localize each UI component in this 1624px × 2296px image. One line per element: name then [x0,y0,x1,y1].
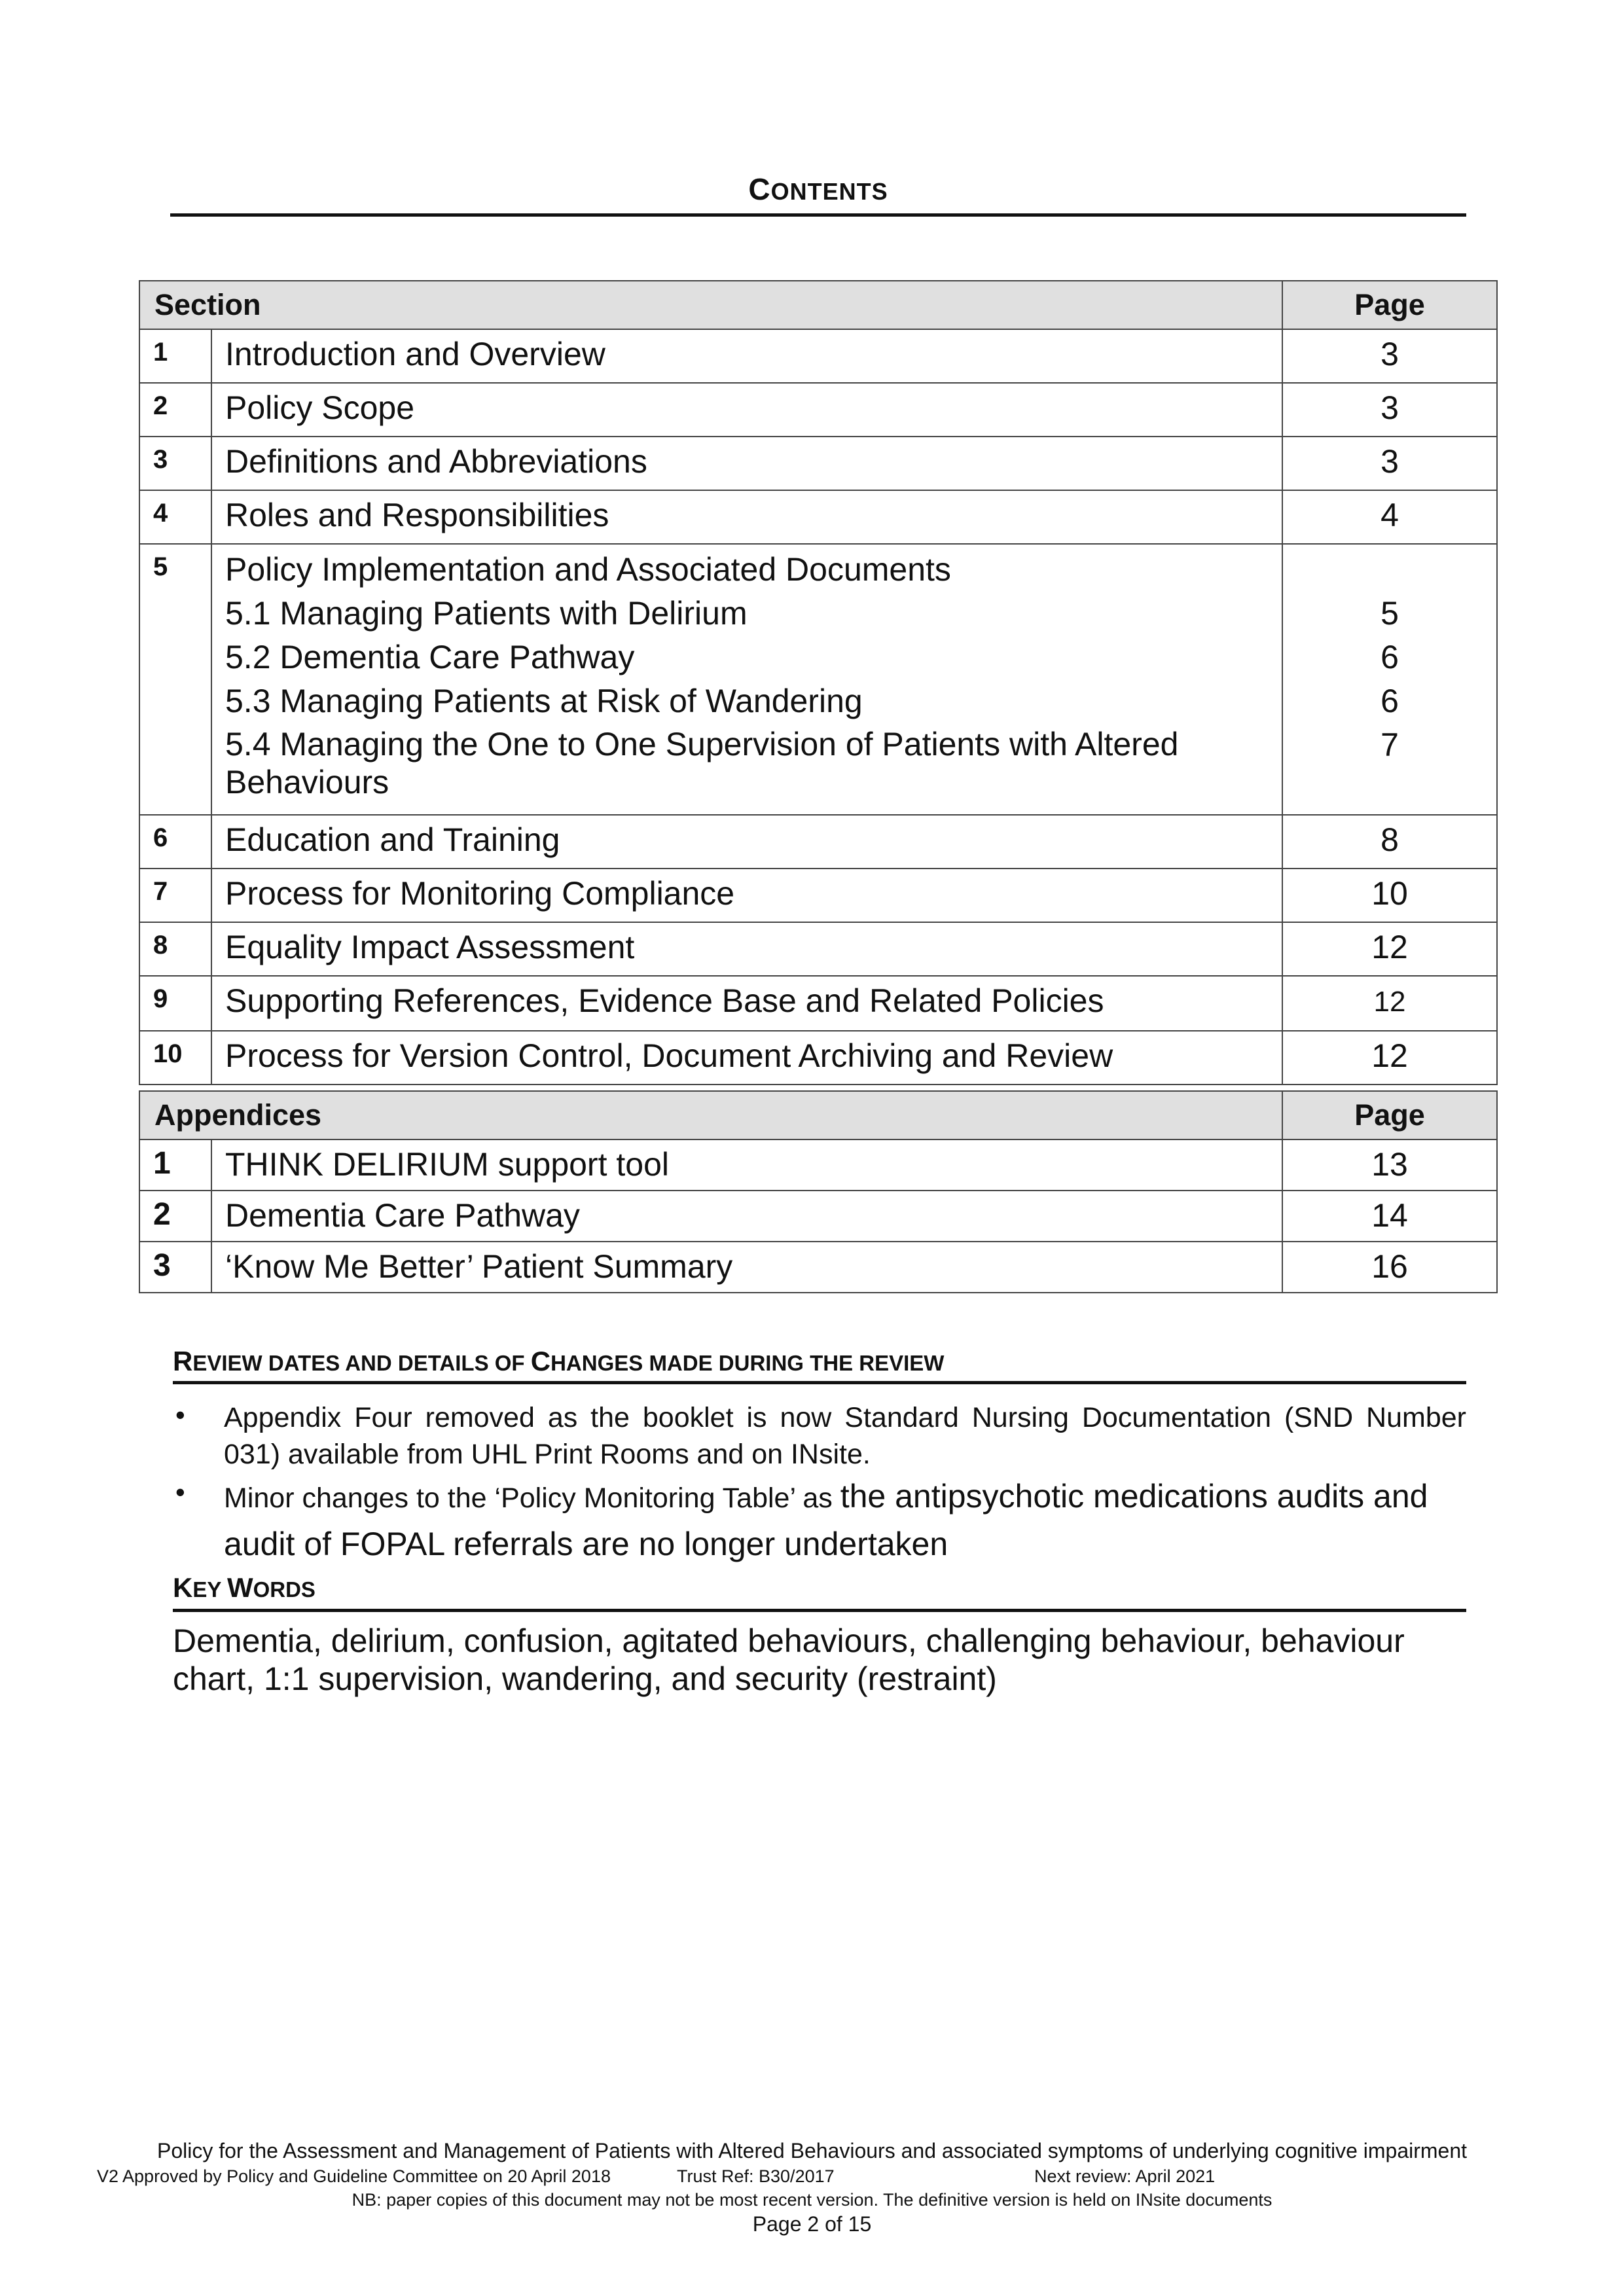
appendix-row [139,1242,1497,1293]
review-heading-part: C [530,1346,551,1376]
contents-row [139,490,1497,544]
appendix-page: 13 [1282,1139,1497,1191]
section-title-link[interactable]: Process for Monitoring Compliance [211,869,1282,922]
keywords-heading-part: ORDS [253,1577,316,1602]
section-page: 12 [1282,922,1497,976]
footer-approval-line [65,2166,1559,2189]
section-title-link[interactable]: Process for Version Control, Document Archiving and Review [211,1031,1282,1085]
subsection-title-link[interactable]: 5.2 Dementia Care Pathway [225,639,635,675]
appendix-row [139,1139,1497,1191]
section-title-link[interactable]: Definitions and Abbreviations [211,437,1282,490]
section-title-link[interactable]: Education and Training [211,815,1282,869]
appendix-title-link[interactable]: THINK DELIRIUM support tool [211,1139,1282,1191]
subsection-page: 7 [1380,726,1399,763]
footer-next-review: Next review: April 2021 [1034,2166,1216,2186]
section-number: 9 [139,976,211,1031]
appendix-title-link[interactable]: ‘Know Me Better’ Patient Summary [211,1242,1282,1293]
footer-trust-ref: Trust Ref: B30/2017 [677,2166,835,2186]
subsection-title-link[interactable]: 5.4 Managing the One to One Supervision of Patients with Altered Behaviours [225,726,1179,800]
section-title-link[interactable]: Policy Scope [211,383,1282,437]
section-page-empty [1283,550,1496,594]
section-page: 8 [1282,815,1497,869]
keywords-heading [173,1572,316,1604]
section-page: 3 [1282,329,1497,383]
subsection-page: 6 [1380,639,1399,675]
review-heading-part: R [173,1346,193,1376]
change-item [173,1477,1466,1572]
change-item-text [224,1477,1466,1572]
change-item [173,1399,1466,1473]
section-page: 4 [1282,490,1497,544]
section-number: 7 [139,869,211,922]
section-number: 5 [139,544,211,815]
change-item-text: Appendix Four removed as the booklet is now Standard Nursing Documentation (SND Number 031) available from UHL Print Rooms and on INsite. [224,1402,1466,1470]
contents-row [139,976,1497,1031]
appendix-page: 14 [1282,1191,1497,1242]
contents-row [139,869,1497,922]
keywords-heading-part: EY [192,1577,227,1602]
contents-row [139,922,1497,976]
subsection-title-link[interactable]: 5.3 Managing Patients at Risk of Wandering [225,683,863,719]
bullet-icon: • [175,1477,185,1507]
section-number: 2 [139,383,211,437]
section-page: 12 [1282,976,1497,1031]
section-title-link[interactable]: Equality Impact Assessment [211,922,1282,976]
subsection-page: 6 [1380,683,1399,719]
appendix-page: 16 [1282,1242,1497,1293]
appendix-number: 2 [139,1191,211,1242]
contents-header-row [139,281,1497,329]
section-number: 3 [139,437,211,490]
footer-approved: V2 Approved by Policy and Guideline Committee on 20 April 2018 [97,2166,611,2186]
contents-row [139,329,1497,383]
page-title-initial: C [748,172,771,206]
contents-header-section: Section [139,281,1282,329]
appendix-number: 3 [139,1242,211,1293]
change-item-text-part: the antipsychotic medications audits and audit of FOPAL referrals are no longer undertaken [224,1478,1428,1562]
section-number: 8 [139,922,211,976]
appendices-header-page: Page [1282,1091,1497,1139]
keywords-heading-part: K [173,1572,193,1603]
footer-policy-title: Policy for the Assessment and Management of Patients with Altered Behaviours and associated symptoms of underlying cognitive impairment [156,2139,1468,2162]
review-heading [173,1346,944,1377]
section-number: 4 [139,490,211,544]
keywords-heading-rule [173,1609,1466,1612]
review-heading-part: HANGES MADE DURING THE REVIEW [550,1351,945,1375]
section-title-link[interactable]: Supporting References, Evidence Base and Related Policies [211,976,1282,1031]
section-number: 10 [139,1031,211,1085]
section-page: 10 [1282,869,1497,922]
keywords-heading-part: W [226,1572,253,1603]
contents-row [139,815,1497,869]
contents-header-page: Page [1282,281,1497,329]
section-number: 1 [139,329,211,383]
keywords-text: Dementia, delirium, confusion, agitated behaviours, challenging behaviour, behaviour chart, 1:1 supervision, wandering, and security (restraint) [173,1623,1405,1697]
page-title-rest: ONTENTS [770,178,888,205]
footer-disclaimer: NB: paper copies of this document may not be most recent version. The definitive version is held on INsite documents [352,2190,1272,2210]
contents-row [139,437,1497,490]
appendices-header-label: Appendices [139,1091,1282,1139]
review-heading-part: EVIEW DATES AND DETAILS OF [192,1351,531,1375]
page-number: Page 2 of 15 [752,2212,872,2236]
page-title [170,171,1466,207]
appendix-title-link[interactable]: Dementia Care Pathway [211,1191,1282,1242]
subsection-page: 5 [1380,595,1399,632]
section-5-pages [1282,544,1497,815]
appendix-number: 1 [139,1139,211,1191]
appendix-row [139,1191,1497,1242]
appendices-header-row [139,1091,1497,1139]
section-title-link[interactable]: Roles and Responsibilities [211,490,1282,544]
bullet-icon: • [175,1399,185,1430]
section-title-link[interactable]: Introduction and Overview [211,329,1282,383]
contents-row [139,1031,1497,1085]
review-heading-rule [173,1381,1466,1384]
section-number: 6 [139,815,211,869]
contents-row [139,383,1497,437]
subsection-title-link[interactable]: 5.1 Managing Patients with Delirium [225,595,748,632]
contents-table [139,280,1498,1085]
contents-row-section-5 [139,544,1497,815]
section-5-cell [211,544,1282,815]
section-title-link[interactable]: Policy Implementation and Associated Documents [225,551,951,588]
appendices-table [139,1090,1498,1293]
title-rule [170,213,1466,217]
section-page: 12 [1282,1031,1497,1085]
section-page: 3 [1282,383,1497,437]
section-page: 3 [1282,437,1497,490]
changes-list [173,1399,1466,1576]
change-item-text-part: Minor changes to the ‘Policy Monitoring Table’ as [224,1482,840,1514]
